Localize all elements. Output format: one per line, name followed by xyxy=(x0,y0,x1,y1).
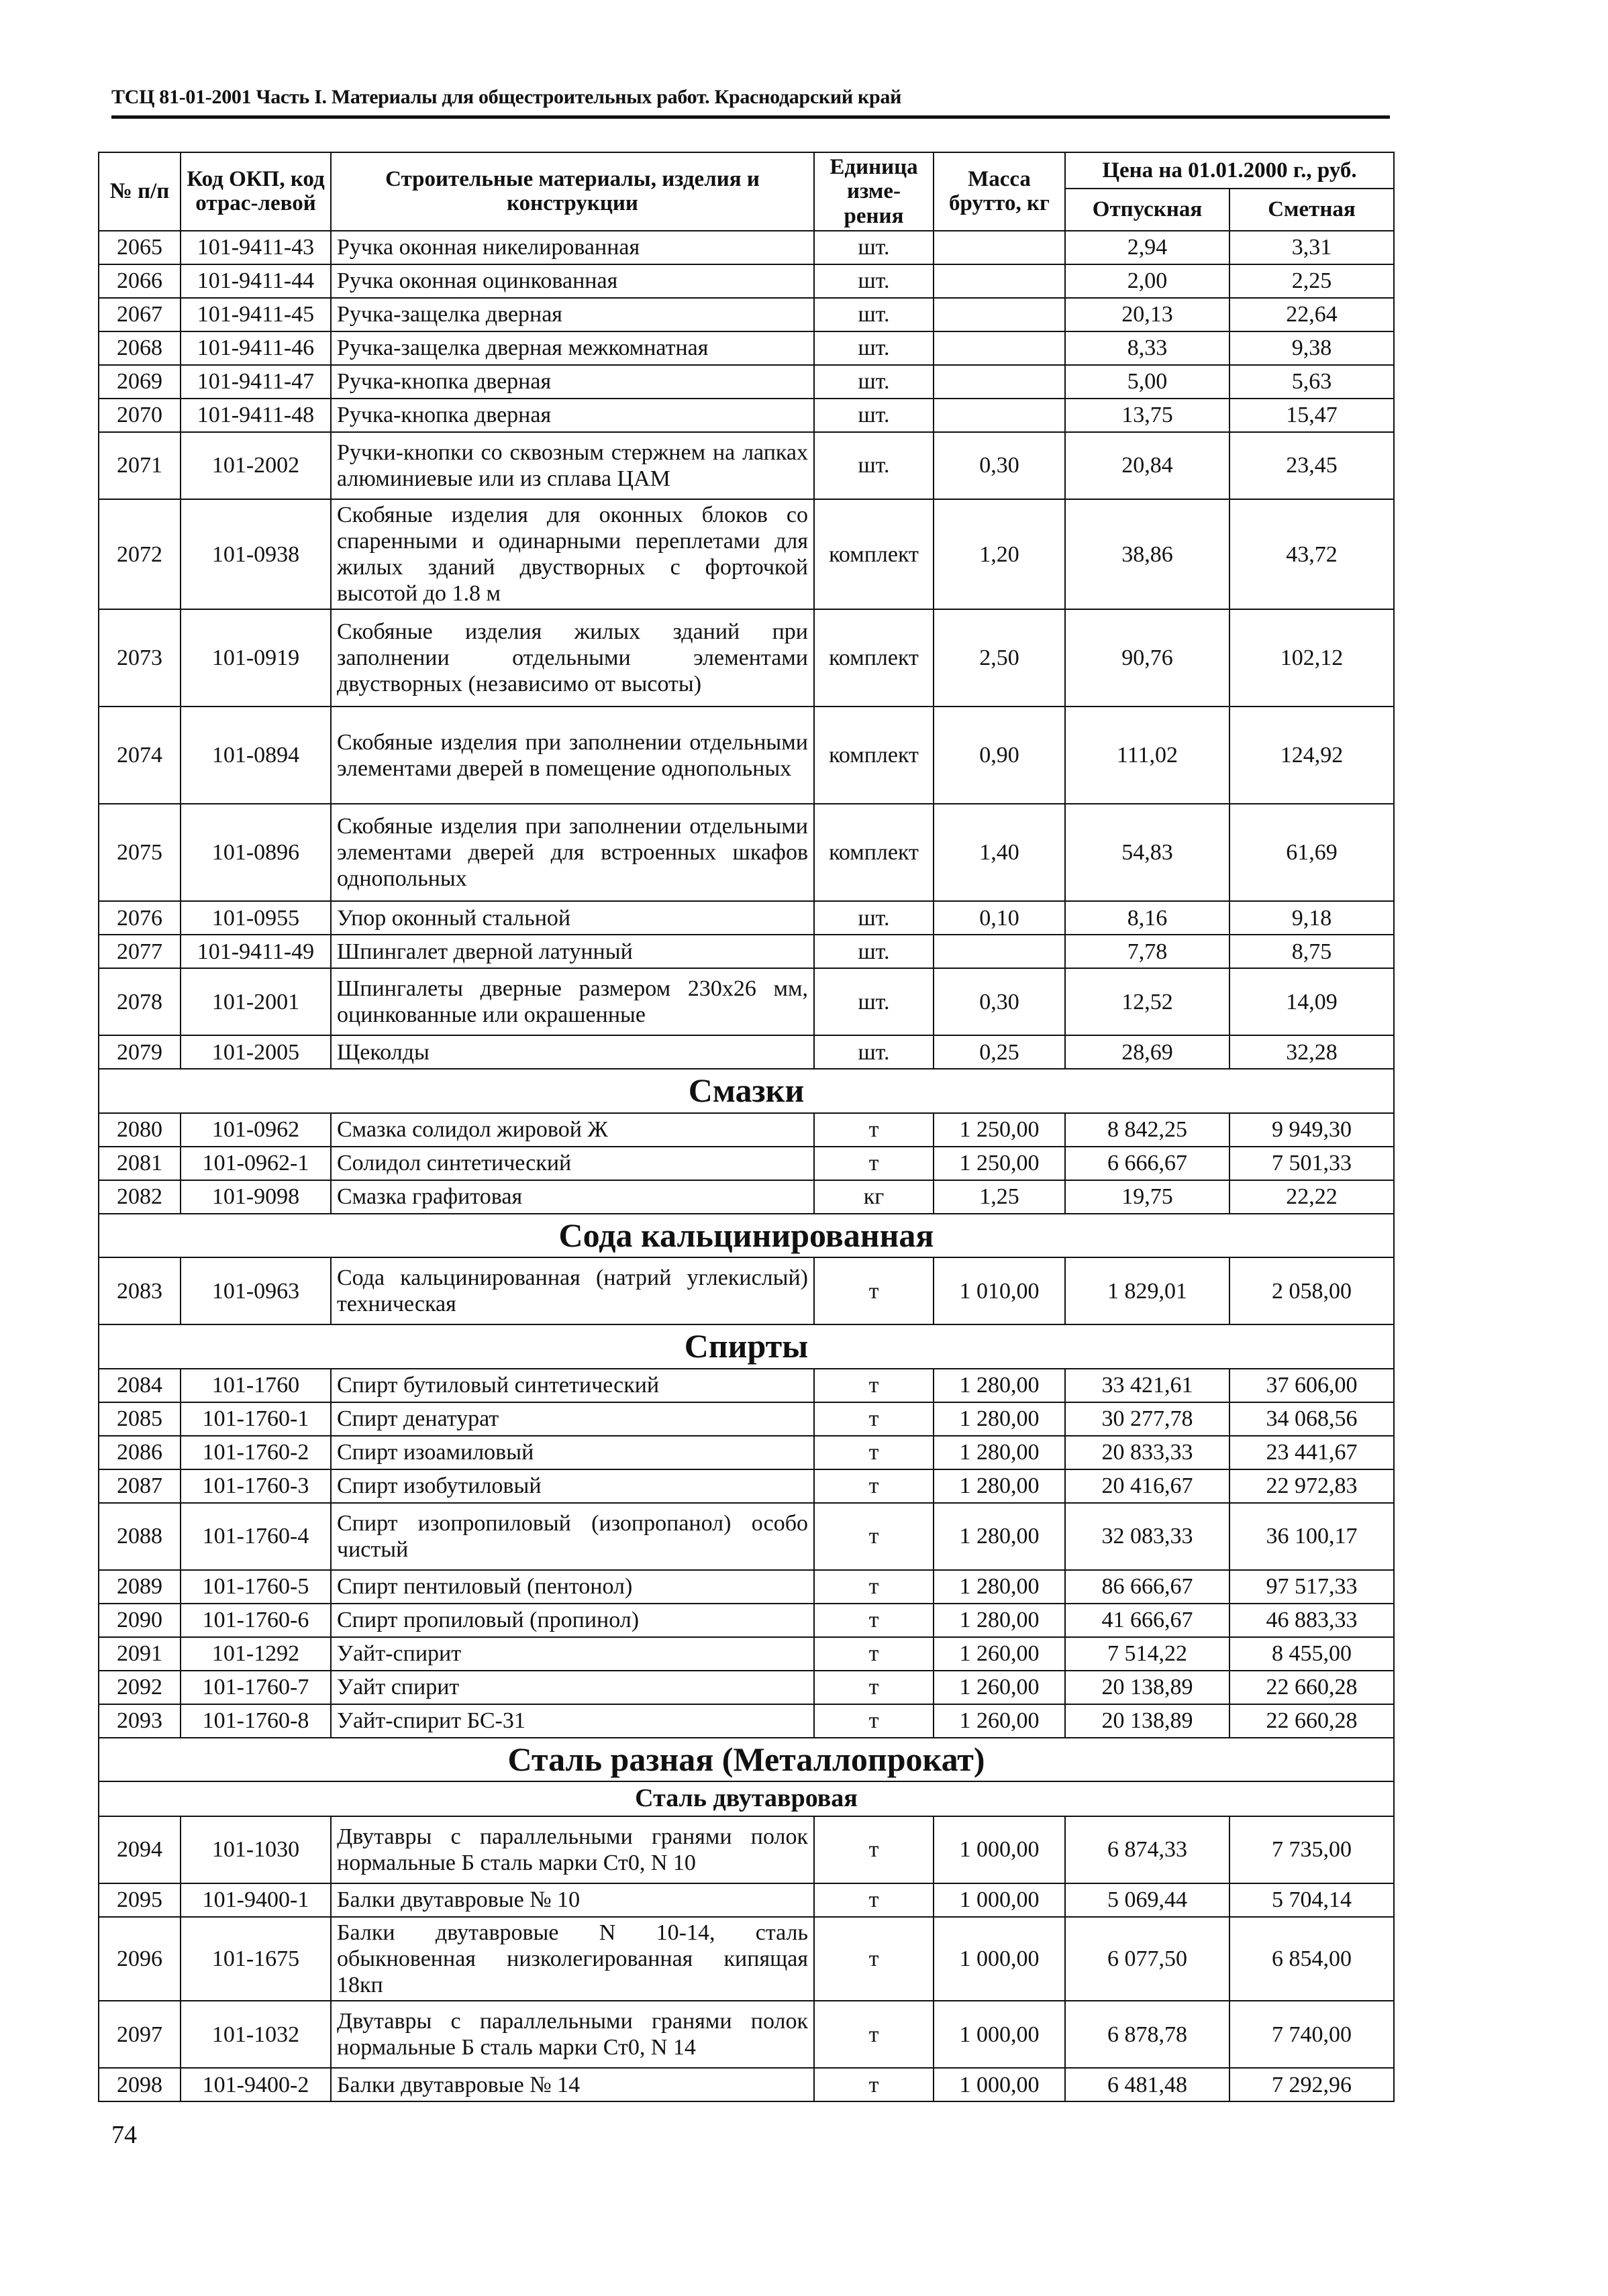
row-price-estimate: 23,45 xyxy=(1229,432,1394,499)
row-unit: т xyxy=(814,1469,934,1503)
row-price-estimate: 3,31 xyxy=(1229,231,1394,264)
row-unit: комплект xyxy=(814,609,934,707)
row-price-release: 2,00 xyxy=(1065,264,1229,298)
row-unit: т xyxy=(814,1917,934,2001)
table-row xyxy=(99,1604,1394,1637)
row-mass: 1 000,00 xyxy=(934,1816,1065,1883)
row-number: 2090 xyxy=(99,1604,181,1637)
row-price-release: 30 277,78 xyxy=(1065,1402,1229,1436)
row-mass: 1 280,00 xyxy=(934,1503,1065,1570)
row-material-name: Спирт изобутиловый xyxy=(331,1469,814,1503)
row-mass: 1,40 xyxy=(934,804,1065,901)
row-mass: 1 280,00 xyxy=(934,1369,1065,1402)
row-price-release: 8,16 xyxy=(1065,901,1229,935)
row-price-release: 41 666,67 xyxy=(1065,1604,1229,1637)
row-price-estimate: 34 068,56 xyxy=(1229,1402,1394,1436)
row-number: 2077 xyxy=(99,935,181,968)
row-code: 101-1760-3 xyxy=(181,1469,331,1503)
row-unit: шт. xyxy=(814,1035,934,1069)
row-code: 101-0963 xyxy=(181,1257,331,1324)
table-row xyxy=(99,499,1394,609)
row-price-release: 111,02 xyxy=(1065,707,1229,804)
row-price-estimate: 102,12 xyxy=(1229,609,1394,707)
row-price-release: 7,78 xyxy=(1065,935,1229,968)
row-mass: 1 280,00 xyxy=(934,1469,1065,1503)
row-price-release: 19,75 xyxy=(1065,1180,1229,1214)
header-unit: Единица изме-рения xyxy=(814,152,934,231)
row-mass xyxy=(934,331,1065,365)
subsection-header-row xyxy=(99,1781,1394,1816)
row-price-estimate: 37 606,00 xyxy=(1229,1369,1394,1402)
row-price-estimate: 6 854,00 xyxy=(1229,1917,1394,2001)
row-unit: комплект xyxy=(814,499,934,609)
row-code: 101-9411-47 xyxy=(181,365,331,399)
row-price-estimate: 9,18 xyxy=(1229,901,1394,935)
table-row xyxy=(99,1816,1394,1883)
row-unit: комплект xyxy=(814,707,934,804)
row-price-release: 1 829,01 xyxy=(1065,1257,1229,1324)
row-unit: шт. xyxy=(814,298,934,331)
row-code: 101-1760-5 xyxy=(181,1570,331,1604)
row-unit: т xyxy=(814,1604,934,1637)
row-unit: т xyxy=(814,1816,934,1883)
row-material-name: Скобяные изделия для оконных блоков со спаренными и одинарными переплетами для жилых зданий двустворных с форточкой высотой до 1.8 м xyxy=(331,499,814,609)
table-row xyxy=(99,2001,1394,2068)
header-code: Код ОКП, код отрас-левой xyxy=(181,152,331,231)
row-material-name: Спирт изоамиловый xyxy=(331,1436,814,1469)
row-number: 2073 xyxy=(99,609,181,707)
row-material-name: Спирт пропиловый (пропинол) xyxy=(331,1604,814,1637)
table-row xyxy=(99,1469,1394,1503)
row-price-release: 86 666,67 xyxy=(1065,1570,1229,1604)
row-material-name: Солидол синтетический xyxy=(331,1147,814,1180)
row-price-release: 38,86 xyxy=(1065,499,1229,609)
row-price-release: 20 138,89 xyxy=(1065,1704,1229,1738)
row-number: 2097 xyxy=(99,2001,181,2068)
row-number: 2079 xyxy=(99,1035,181,1069)
row-unit: т xyxy=(814,1113,934,1147)
table-row xyxy=(99,1570,1394,1604)
row-number: 2082 xyxy=(99,1180,181,1214)
row-price-release: 90,76 xyxy=(1065,609,1229,707)
row-material-name: Ручка-защелка дверная xyxy=(331,298,814,331)
row-material-name: Ручки-кнопки со сквозным стержнем на лапках алюминиевые или из сплава ЦАМ xyxy=(331,432,814,499)
table-row xyxy=(99,298,1394,331)
row-material-name: Балки двутавровые № 14 xyxy=(331,2068,814,2101)
row-code: 101-9411-46 xyxy=(181,331,331,365)
row-number: 2084 xyxy=(99,1369,181,1402)
row-price-release: 8 842,25 xyxy=(1065,1113,1229,1147)
table-row xyxy=(99,1402,1394,1436)
row-material-name: Смазка графитовая xyxy=(331,1180,814,1214)
row-price-estimate: 2,25 xyxy=(1229,264,1394,298)
row-unit: комплект xyxy=(814,804,934,901)
row-code: 101-1760-6 xyxy=(181,1604,331,1637)
row-price-estimate: 22,64 xyxy=(1229,298,1394,331)
row-material-name: Ручка-кнопка дверная xyxy=(331,365,814,399)
row-price-estimate: 36 100,17 xyxy=(1229,1503,1394,1570)
row-material-name: Уайт-спирит xyxy=(331,1637,814,1671)
row-number: 2080 xyxy=(99,1113,181,1147)
row-price-release: 6 077,50 xyxy=(1065,1917,1229,2001)
row-unit: т xyxy=(814,1147,934,1180)
row-code: 101-1760-1 xyxy=(181,1402,331,1436)
row-material-name: Спирт бутиловый синтетический xyxy=(331,1369,814,1402)
row-price-release: 5 069,44 xyxy=(1065,1883,1229,1917)
section-title: Смазки xyxy=(99,1069,1394,1113)
row-code: 101-2005 xyxy=(181,1035,331,1069)
section-header-row xyxy=(99,1324,1394,1369)
row-price-estimate: 9,38 xyxy=(1229,331,1394,365)
header-rule xyxy=(111,115,1390,119)
row-code: 101-9411-45 xyxy=(181,298,331,331)
row-code: 101-0938 xyxy=(181,499,331,609)
row-code: 101-9098 xyxy=(181,1180,331,1214)
row-mass: 1,25 xyxy=(934,1180,1065,1214)
row-mass: 1 280,00 xyxy=(934,1604,1065,1637)
section-title: Спирты xyxy=(99,1324,1394,1369)
table-row xyxy=(99,1503,1394,1570)
section-header-row xyxy=(99,1738,1394,1782)
row-mass: 1 250,00 xyxy=(934,1147,1065,1180)
row-price-estimate: 97 517,33 xyxy=(1229,1570,1394,1604)
table-row xyxy=(99,1436,1394,1469)
row-price-estimate: 61,69 xyxy=(1229,804,1394,901)
row-number: 2081 xyxy=(99,1147,181,1180)
row-unit: шт. xyxy=(814,331,934,365)
row-material-name: Скобяные изделия при заполнении отдельными элементами дверей для встроенных шкафов однопольных xyxy=(331,804,814,901)
row-material-name: Ручка-кнопка дверная xyxy=(331,399,814,432)
row-code: 101-0919 xyxy=(181,609,331,707)
row-material-name: Ручка-защелка дверная межкомнатная xyxy=(331,331,814,365)
row-mass: 1 280,00 xyxy=(934,1402,1065,1436)
table-row xyxy=(99,1637,1394,1671)
row-material-name: Смазка солидол жировой Ж xyxy=(331,1113,814,1147)
row-material-name: Балки двутавровые N 10-14, сталь обыкновенная низколегированная кипящая 18кп xyxy=(331,1917,814,2001)
section-title: Сталь разная (Металлопрокат) xyxy=(99,1738,1394,1782)
row-material-name: Уайт-спирит БС-31 xyxy=(331,1704,814,1738)
row-code: 101-2002 xyxy=(181,432,331,499)
row-price-release: 13,75 xyxy=(1065,399,1229,432)
row-code: 101-1760 xyxy=(181,1369,331,1402)
row-material-name: Спирт изопропиловый (изопропанол) особо чистый xyxy=(331,1503,814,1570)
row-material-name: Ручка оконная оцинкованная xyxy=(331,264,814,298)
row-mass: 1 000,00 xyxy=(934,2068,1065,2101)
row-price-estimate: 22,22 xyxy=(1229,1180,1394,1214)
row-number: 2087 xyxy=(99,1469,181,1503)
row-number: 2093 xyxy=(99,1704,181,1738)
row-code: 101-9411-48 xyxy=(181,399,331,432)
row-mass: 2,50 xyxy=(934,609,1065,707)
row-mass: 1 280,00 xyxy=(934,1570,1065,1604)
row-price-release: 54,83 xyxy=(1065,804,1229,901)
row-price-estimate: 14,09 xyxy=(1229,968,1394,1035)
row-code: 101-0894 xyxy=(181,707,331,804)
row-price-estimate: 9 949,30 xyxy=(1229,1113,1394,1147)
row-price-estimate: 5 704,14 xyxy=(1229,1883,1394,1917)
table-row xyxy=(99,231,1394,264)
row-mass: 1 000,00 xyxy=(934,2001,1065,2068)
row-code: 101-1760-7 xyxy=(181,1671,331,1704)
row-mass: 1 010,00 xyxy=(934,1257,1065,1324)
row-number: 2070 xyxy=(99,399,181,432)
row-price-release: 8,33 xyxy=(1065,331,1229,365)
table-row xyxy=(99,1369,1394,1402)
row-mass xyxy=(934,231,1065,264)
row-material-name: Щеколды xyxy=(331,1035,814,1069)
row-unit: шт. xyxy=(814,231,934,264)
row-price-estimate: 23 441,67 xyxy=(1229,1436,1394,1469)
row-material-name: Спирт пентиловый (пентонол) xyxy=(331,1570,814,1604)
row-price-release: 12,52 xyxy=(1065,968,1229,1035)
row-number: 2094 xyxy=(99,1816,181,1883)
row-price-estimate: 5,63 xyxy=(1229,365,1394,399)
page-number: 74 xyxy=(111,2121,137,2149)
row-unit: т xyxy=(814,1402,934,1436)
table-body xyxy=(99,231,1394,2101)
row-unit: шт. xyxy=(814,901,934,935)
row-price-estimate: 22 660,28 xyxy=(1229,1671,1394,1704)
row-number: 2091 xyxy=(99,1637,181,1671)
row-unit: т xyxy=(814,1671,934,1704)
table-row xyxy=(99,399,1394,432)
row-number: 2065 xyxy=(99,231,181,264)
row-number: 2096 xyxy=(99,1917,181,2001)
row-material-name: Шпингалеты дверные размером 230х26 мм, оцинкованные или окрашенные xyxy=(331,968,814,1035)
row-price-estimate: 22 972,83 xyxy=(1229,1469,1394,1503)
row-mass xyxy=(934,365,1065,399)
row-material-name: Уайт спирит xyxy=(331,1671,814,1704)
table-row xyxy=(99,331,1394,365)
row-mass: 1 260,00 xyxy=(934,1637,1065,1671)
row-code: 101-9411-49 xyxy=(181,935,331,968)
row-number: 2089 xyxy=(99,1570,181,1604)
row-price-estimate: 2 058,00 xyxy=(1229,1257,1394,1324)
row-material-name: Двутавры с параллельными гранями полок нормальные Б сталь марки Ст0, N 14 xyxy=(331,2001,814,2068)
table-row xyxy=(99,935,1394,968)
row-number: 2095 xyxy=(99,1883,181,1917)
table-row xyxy=(99,1917,1394,2001)
table-row xyxy=(99,1704,1394,1738)
row-code: 101-0896 xyxy=(181,804,331,901)
row-price-release: 20 833,33 xyxy=(1065,1436,1229,1469)
row-price-release: 7 514,22 xyxy=(1065,1637,1229,1671)
section-title: Сода кальцинированная xyxy=(99,1214,1394,1258)
row-mass: 1 250,00 xyxy=(934,1113,1065,1147)
table-row xyxy=(99,1883,1394,1917)
row-price-release: 6 874,33 xyxy=(1065,1816,1229,1883)
table-row xyxy=(99,432,1394,499)
header-mass: Масса брутто, кг xyxy=(934,152,1065,231)
row-mass xyxy=(934,264,1065,298)
page-header-title: ТСЦ 81-01-2001 Часть I. Материалы для общестроительных работ. Краснодарский край xyxy=(111,86,902,108)
row-unit: т xyxy=(814,1704,934,1738)
table-row xyxy=(99,2068,1394,2101)
row-number: 2076 xyxy=(99,901,181,935)
row-material-name: Спирт денатурат xyxy=(331,1402,814,1436)
row-mass: 0,10 xyxy=(934,901,1065,935)
row-material-name: Ручка оконная никелированная xyxy=(331,231,814,264)
row-number: 2072 xyxy=(99,499,181,609)
table-row xyxy=(99,1147,1394,1180)
row-price-release: 6 878,78 xyxy=(1065,2001,1229,2068)
row-mass: 1 000,00 xyxy=(934,1883,1065,1917)
table-row xyxy=(99,1035,1394,1069)
row-price-estimate: 7 735,00 xyxy=(1229,1816,1394,1883)
row-code: 101-9400-2 xyxy=(181,2068,331,2101)
table-row xyxy=(99,609,1394,707)
row-code: 101-0955 xyxy=(181,901,331,935)
row-price-estimate: 7 501,33 xyxy=(1229,1147,1394,1180)
row-unit: кг xyxy=(814,1180,934,1214)
row-price-estimate: 124,92 xyxy=(1229,707,1394,804)
row-price-estimate: 7 292,96 xyxy=(1229,2068,1394,2101)
row-code: 101-1030 xyxy=(181,1816,331,1883)
row-material-name: Скобяные изделия жилых зданий при заполнении отдельными элементами двустворных (независимо от высоты) xyxy=(331,609,814,707)
row-price-estimate: 46 883,33 xyxy=(1229,1604,1394,1637)
materials-price-table xyxy=(98,152,1395,2102)
row-unit: шт. xyxy=(814,935,934,968)
row-price-estimate: 22 660,28 xyxy=(1229,1704,1394,1738)
row-price-release: 5,00 xyxy=(1065,365,1229,399)
row-unit: шт. xyxy=(814,365,934,399)
row-price-release: 20,13 xyxy=(1065,298,1229,331)
row-mass xyxy=(934,399,1065,432)
table-row xyxy=(99,804,1394,901)
row-number: 2066 xyxy=(99,264,181,298)
row-mass xyxy=(934,298,1065,331)
row-price-estimate: 8 455,00 xyxy=(1229,1637,1394,1671)
row-price-estimate: 43,72 xyxy=(1229,499,1394,609)
row-price-estimate: 32,28 xyxy=(1229,1035,1394,1069)
row-number: 2075 xyxy=(99,804,181,901)
row-mass: 0,30 xyxy=(934,968,1065,1035)
row-number: 2074 xyxy=(99,707,181,804)
row-code: 101-1675 xyxy=(181,1917,331,2001)
row-code: 101-9400-1 xyxy=(181,1883,331,1917)
row-code: 101-1292 xyxy=(181,1637,331,1671)
table-row xyxy=(99,1113,1394,1147)
row-unit: т xyxy=(814,1257,934,1324)
row-material-name: Упор оконный стальной xyxy=(331,901,814,935)
subsection-title: Сталь двутавровая xyxy=(99,1781,1394,1816)
row-code: 101-2001 xyxy=(181,968,331,1035)
row-mass: 1 000,00 xyxy=(934,1917,1065,2001)
row-price-release: 20,84 xyxy=(1065,432,1229,499)
row-code: 101-1760-8 xyxy=(181,1704,331,1738)
row-mass: 0,30 xyxy=(934,432,1065,499)
table-row xyxy=(99,1180,1394,1214)
table-row xyxy=(99,1257,1394,1324)
table-row xyxy=(99,365,1394,399)
table-row xyxy=(99,1671,1394,1704)
row-number: 2085 xyxy=(99,1402,181,1436)
row-number: 2083 xyxy=(99,1257,181,1324)
row-unit: т xyxy=(814,1883,934,1917)
row-mass: 1 280,00 xyxy=(934,1436,1065,1469)
row-price-release: 6 666,67 xyxy=(1065,1147,1229,1180)
row-unit: т xyxy=(814,1570,934,1604)
row-mass: 1 260,00 xyxy=(934,1671,1065,1704)
row-mass: 0,90 xyxy=(934,707,1065,804)
row-unit: т xyxy=(814,1637,934,1671)
row-number: 2078 xyxy=(99,968,181,1035)
row-number: 2071 xyxy=(99,432,181,499)
row-code: 101-1760-4 xyxy=(181,1503,331,1570)
row-number: 2068 xyxy=(99,331,181,365)
row-unit: т xyxy=(814,2068,934,2101)
row-price-estimate: 15,47 xyxy=(1229,399,1394,432)
row-number: 2092 xyxy=(99,1671,181,1704)
header-num: № п/п xyxy=(99,152,181,231)
row-mass: 1 260,00 xyxy=(934,1704,1065,1738)
header-price-release: Отпускная xyxy=(1065,189,1229,231)
row-price-estimate: 7 740,00 xyxy=(1229,2001,1394,2068)
row-price-release: 28,69 xyxy=(1065,1035,1229,1069)
row-material-name: Скобяные изделия при заполнении отдельными элементами дверей в помещение однопольных xyxy=(331,707,814,804)
row-number: 2069 xyxy=(99,365,181,399)
row-unit: шт. xyxy=(814,264,934,298)
row-price-release: 20 416,67 xyxy=(1065,1469,1229,1503)
row-number: 2088 xyxy=(99,1503,181,1570)
section-header-row xyxy=(99,1069,1394,1113)
row-code: 101-1760-2 xyxy=(181,1436,331,1469)
row-code: 101-0962 xyxy=(181,1113,331,1147)
row-unit: т xyxy=(814,2001,934,2068)
row-mass xyxy=(934,935,1065,968)
header-price-estimate: Сметная xyxy=(1229,189,1394,231)
row-price-release: 20 138,89 xyxy=(1065,1671,1229,1704)
row-mass: 1,20 xyxy=(934,499,1065,609)
row-material-name: Балки двутавровые № 10 xyxy=(331,1883,814,1917)
row-code: 101-0962-1 xyxy=(181,1147,331,1180)
row-material-name: Сода кальцинированная (натрий углекислый) техническая xyxy=(331,1257,814,1324)
row-price-release: 6 481,48 xyxy=(1065,2068,1229,2101)
table-row xyxy=(99,901,1394,935)
row-unit: т xyxy=(814,1369,934,1402)
row-code: 101-9411-43 xyxy=(181,231,331,264)
row-price-release: 2,94 xyxy=(1065,231,1229,264)
row-material-name: Двутавры с параллельными гранями полок нормальные Б сталь марки Ст0, N 10 xyxy=(331,1816,814,1883)
table-row xyxy=(99,968,1394,1035)
row-code: 101-9411-44 xyxy=(181,264,331,298)
header-name: Строительные материалы, изделия и конструкции xyxy=(331,152,814,231)
row-unit: т xyxy=(814,1503,934,1570)
row-number: 2098 xyxy=(99,2068,181,2101)
row-price-estimate: 8,75 xyxy=(1229,935,1394,968)
row-unit: шт. xyxy=(814,432,934,499)
row-code: 101-1032 xyxy=(181,2001,331,2068)
row-unit: шт. xyxy=(814,968,934,1035)
header-price-group: Цена на 01.01.2000 г., руб. xyxy=(1065,152,1394,189)
row-number: 2067 xyxy=(99,298,181,331)
row-mass: 0,25 xyxy=(934,1035,1065,1069)
row-price-release: 32 083,33 xyxy=(1065,1503,1229,1570)
row-material-name: Шпингалет дверной латунный xyxy=(331,935,814,968)
row-number: 2086 xyxy=(99,1436,181,1469)
row-unit: шт. xyxy=(814,399,934,432)
row-unit: т xyxy=(814,1436,934,1469)
row-price-release: 33 421,61 xyxy=(1065,1369,1229,1402)
table-row xyxy=(99,264,1394,298)
section-header-row xyxy=(99,1214,1394,1258)
table-row xyxy=(99,707,1394,804)
